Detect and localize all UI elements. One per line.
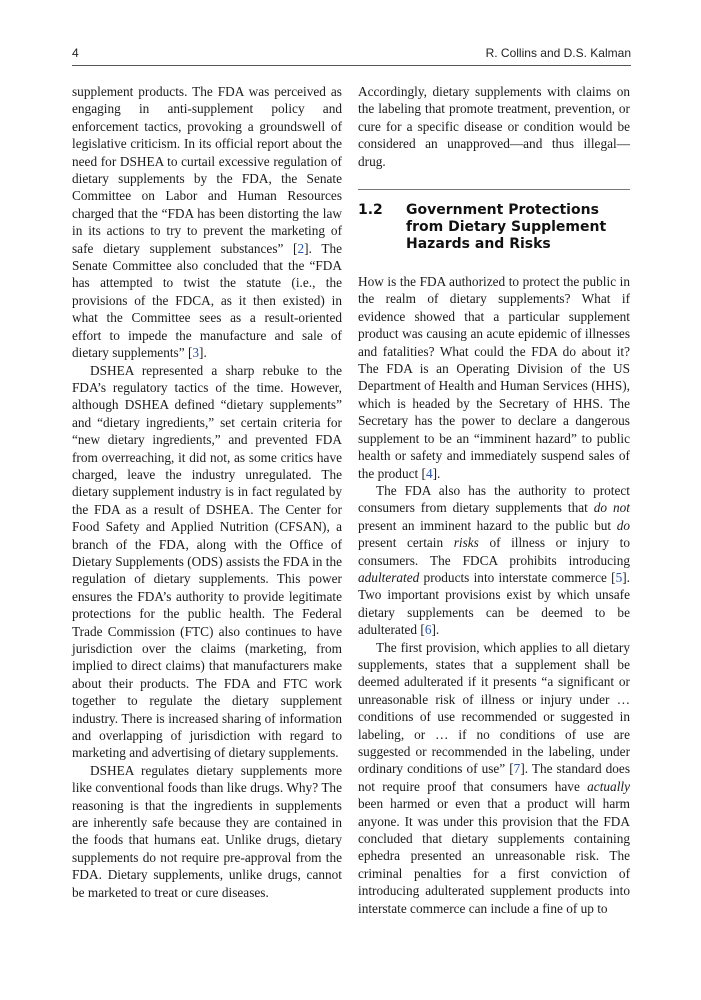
paragraph-unapproved-drug: Accordingly, dietary supplements with claims on the labeling that promote treatment, prevention, or cure for a specific disease or condition would be considered an unapproved—and thus illegal—drug. bbox=[358, 84, 630, 169]
citation-link[interactable]: 2 bbox=[297, 240, 305, 256]
right-column bbox=[358, 83, 630, 917]
paragraph-first-provision: The first provision, which applies to all dietary supplements, states that a supplement shall be deemed adulterated if it presents “a significant or unreasonable risk of illness or injury under … conditions of use recommended or suggested in labeling, or … if no conditions of use are suggested or recommended in the labeling, under ordinary conditions of use” [7]. The standard does not require proof that consumers have actually been harmed or even that a product will harm anyone. It was under this provision that the FDA concluded that dietary supplements containing ephedra presented an unreasonable risk. The criminal penalties for a first conviction of introducing adulterated supplement products into interstate commerce can include a fine of up to bbox=[358, 639, 630, 916]
citation-link[interactable]: 7 bbox=[513, 761, 521, 777]
citation-link[interactable]: 6 bbox=[424, 622, 432, 638]
paragraph-dshea-rebuke: DSHEA represented a sharp rebuke to the FDA’s regulatory tactics of the time. However, although DSHEA defined “dietary supplements” and “dietary ingredients,” set certain criteria for “new dietary ingredients,” and prevented FDA from overreaching, it did not, as some critics have charged, leave the industry unregulated. The dietary supplement industry is in fact regulated by the FDA as a result of DSHEA. The Center for Food Safety and Applied Nutrition (CFSAN), a branch of the FDA, along with the Office of Dietary Supplements (ODS) assists the FDA in the regulation of dietary supplements. This power ensures the FDA’s authority to provide legitimate protections for the public health. The Federal Trade Commission (FTC) also continues to have jurisdiction over the claims (marketing, from implied to direct claims) that manufacturers make about their products. The FDA and FTC work together to regulate the dietary supplement industry. There is increased sharing of information and overlapping of jurisdiction with regard to marketing and advertising of dietary supplements. bbox=[72, 362, 342, 761]
paragraph-dshea-regulates: DSHEA regulates dietary supplements more like conventional foods than like drugs. Why? The reasoning is that the ingredients in supplements are inherently safe because they are contained in the foods that humans eat. Unlike drugs, dietary supplements do not require pre-approval from the FDA. Dietary supplements, unlike drugs, cannot be marketed to treat or cure diseases. bbox=[72, 762, 342, 900]
header-rule bbox=[72, 65, 631, 66]
citation-link[interactable]: 3 bbox=[192, 345, 200, 361]
citation-link[interactable]: 5 bbox=[615, 569, 623, 585]
citation-link[interactable]: 4 bbox=[425, 465, 433, 481]
paragraph-fda-authority: How is the FDA authorized to protect the public in the realm of dietary supplements? What if evidence showed that a particular supplement product was causing an acute epidemic of illnesses and fatalities? What could the FDA do about it? The FDA is an Operating Division of the US Department of Health and Human Services (HHS), which is headed by the Secretary of HHS. The Secretary has the power to declare a dangerous supplement to be an “imminent hazard” to public health or safety and immediately suspend sales of the product [4]. bbox=[358, 274, 630, 481]
section-number: 1.2 bbox=[358, 202, 383, 219]
section-title: Government Protections from Dietary Supplement Hazards and Risks bbox=[406, 202, 607, 253]
section-heading bbox=[358, 202, 630, 253]
paragraph-adulterated-products: The FDA also has the authority to protect consumers from dietary supplements that do not present an imminent hazard to the public but do present certain risks of illness or injury to consumers. The FDCA prohibits introducing adulterated products into interstate commerce [5]. Two important provisions exist by which unsafe dietary supplements can be deemed to be adulterated [6]. bbox=[358, 482, 630, 638]
left-column bbox=[72, 83, 342, 901]
paragraph-dshea-criticism: supplement products. The FDA was perceived as engaging in anti-supplement policy and enforcement tactics, provoking a groundswell of legislative criticism. In its official report about the need for DSHEA to curtail excessive regulation of dietary supplements by the FDA, the Senate Committee on Labor and Human Resources charged that the “FDA has been distorting the law in its actions to try to prevent the marketing of safe dietary supplement substances” [2]. The Senate Committee also concluded that the “FDA has attempted to twist the statute (i.e., the provisions of the FDCA, as it then existed) in what the Committee sees as a result-oriented effort to impede the manufacture and sale of dietary supplements” [3]. bbox=[72, 84, 343, 361]
running-head: R. Collins and D.S. Kalman bbox=[485, 46, 631, 60]
section-rule bbox=[358, 189, 630, 190]
page-number: 4 bbox=[72, 46, 79, 60]
